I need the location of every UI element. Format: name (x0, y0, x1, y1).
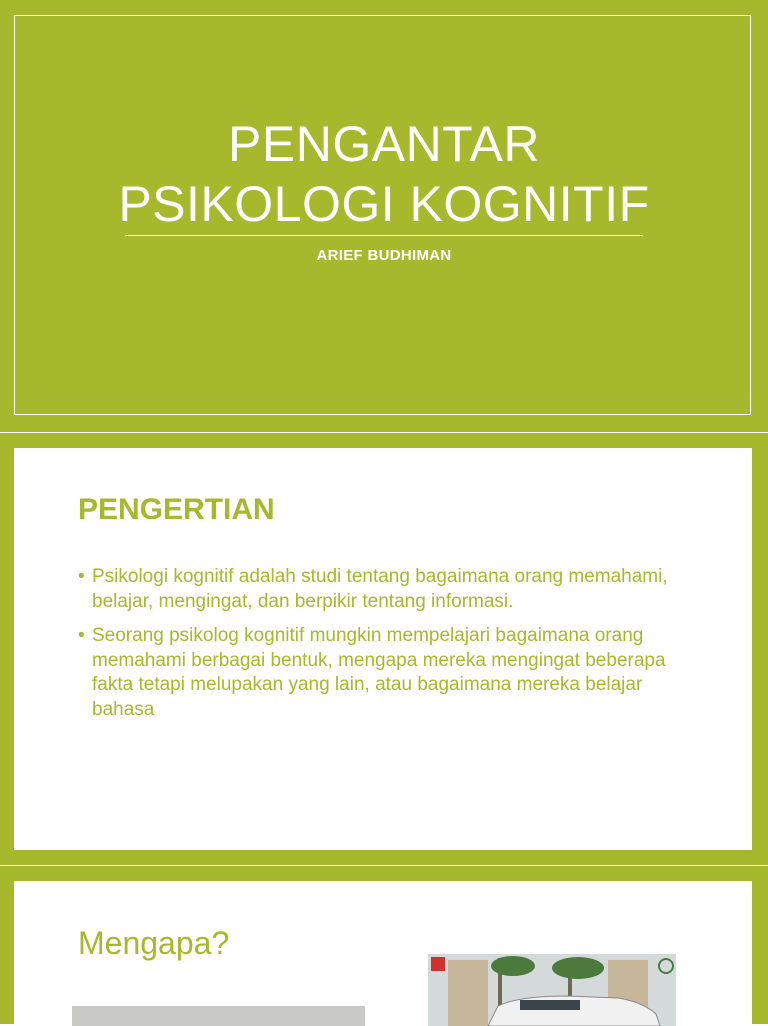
separator-line (0, 432, 768, 433)
slide2-right-margin (752, 448, 768, 850)
title-slide (0, 0, 768, 432)
slide2-left-margin (0, 448, 14, 850)
presentation-title (0, 114, 768, 234)
bullet-text: Seorang psikolog kognitif mungkin mempelajari bagaimana orang memahami berbagai bentuk, mengapa mereka mengingat beberapa fakta tetapi melupakan yang lain, atau bagaimana mereka belajar bahasa (92, 625, 666, 720)
bullet-icon: • (78, 625, 85, 646)
car-photo (428, 954, 676, 1026)
slide-separator (0, 850, 768, 881)
title-line-1: PENGANTAR (228, 116, 540, 172)
slide3-left-margin (0, 881, 14, 1024)
definition-slide (14, 448, 752, 850)
separator-line (0, 865, 768, 866)
slide-heading: PENGERTIAN (78, 493, 275, 526)
car-photo-graphic (428, 954, 676, 1026)
bullet-list (78, 565, 698, 732)
list-item (78, 565, 698, 614)
bullet-icon: • (78, 566, 85, 587)
photo-placeholder (72, 1006, 365, 1026)
title-line-2: PSIKOLOGI KOGNITIF (118, 176, 650, 232)
slide3-right-margin (752, 881, 768, 1024)
slide-separator (0, 432, 768, 448)
why-slide (14, 881, 752, 1024)
bullet-text: Psikologi kognitif adalah studi tentang bagaimana orang memahami, belajar, mengingat, dan berpikir tentang informasi. (92, 566, 668, 612)
list-item (78, 624, 698, 722)
slide-heading: Mengapa? (78, 925, 230, 961)
author-name: ARIEF BUDHIMAN (316, 247, 452, 264)
title-divider (125, 235, 643, 236)
